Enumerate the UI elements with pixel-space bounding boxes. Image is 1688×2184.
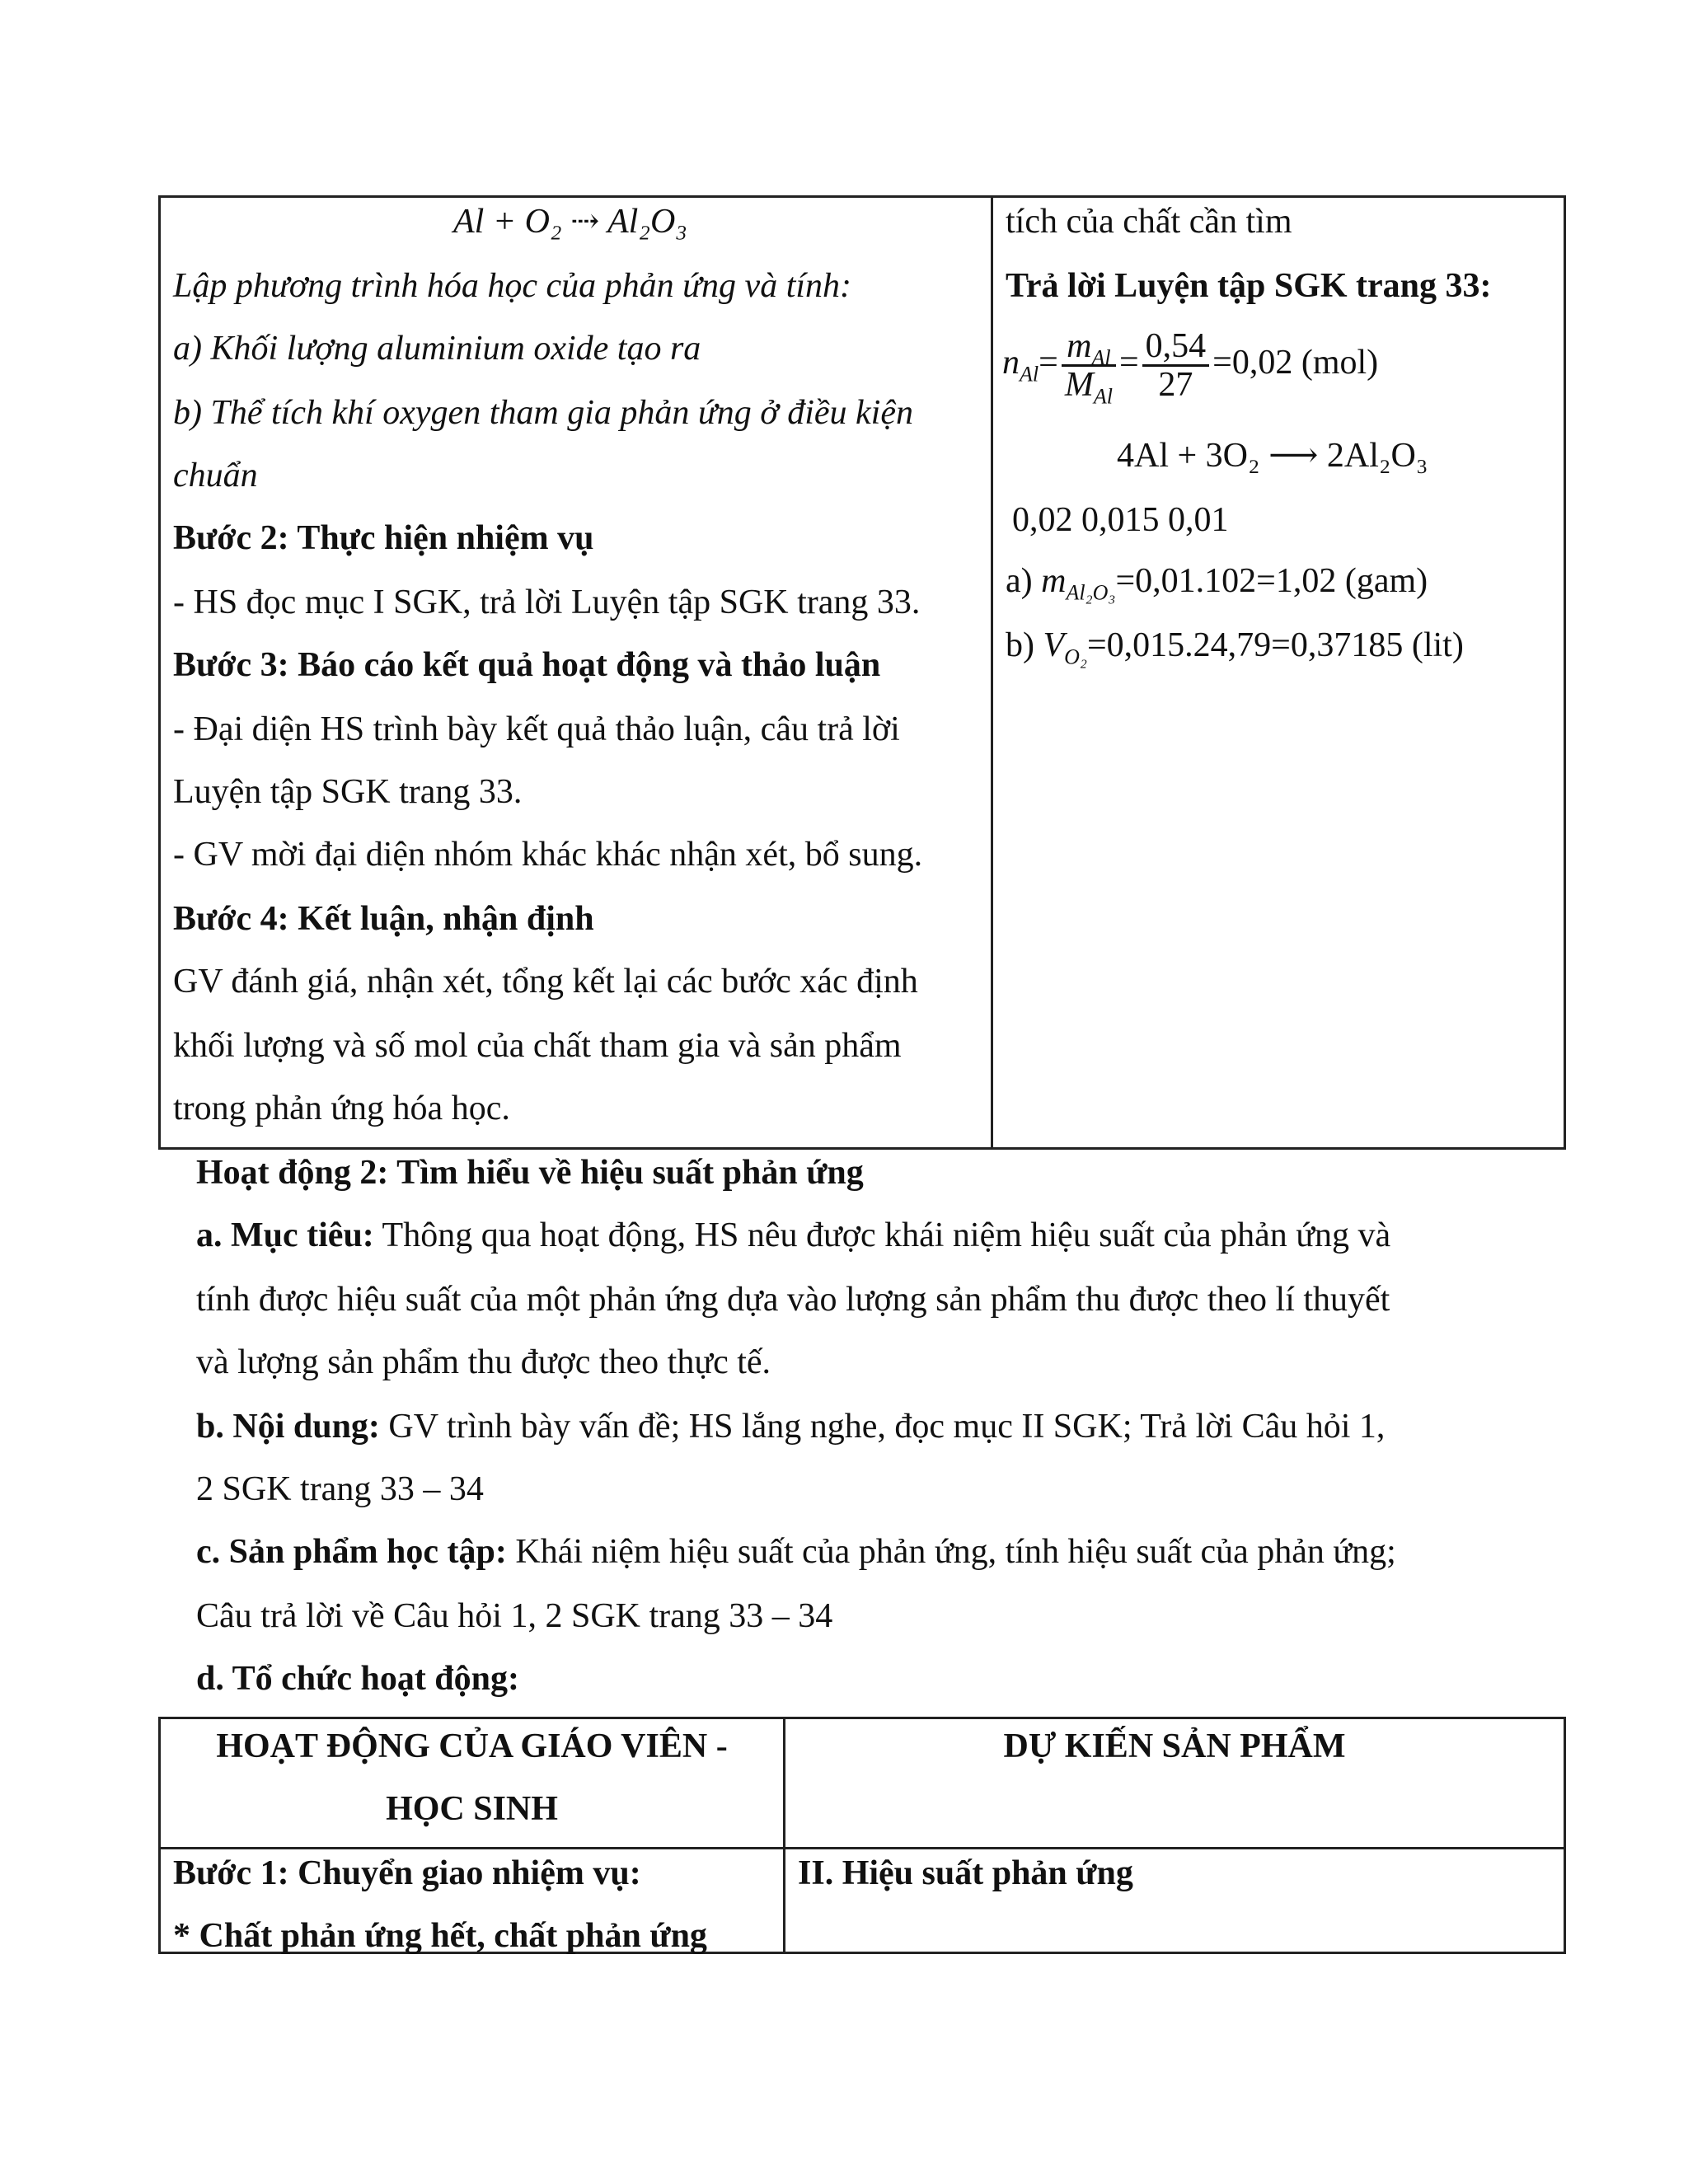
mole-ratios: 0,02 0,015 0,01 (1012, 501, 1229, 539)
table-1-border-top (158, 195, 1566, 198)
row1-left-line-1: Bước 1: Chuyển giao nhiệm vụ: (173, 1854, 641, 1892)
content-line-1 (196, 1409, 1385, 1444)
mole-result: =0,02 (mol) (1212, 344, 1379, 382)
answer-a-subscript: Al₂O₃ (1066, 580, 1116, 605)
content-text-1: GV trình bày vấn đề; HS lắng nghe, đọc mục II SGK; Trả lời Câu hỏi 1, (379, 1408, 1386, 1446)
fraction-m-over-M (1062, 327, 1116, 409)
step-2-title: Bước 2: Thực hiện nhiệm vụ (173, 519, 594, 557)
table-2-border-top (158, 1717, 1566, 1719)
step-3-text-1-line-2: Luyện tập SGK trang 33. (173, 773, 523, 811)
step-4-text-line-3: trong phản ứng hóa học. (173, 1090, 510, 1127)
header-right: DỰ KIẾN SẢN PHẨM (1003, 1727, 1346, 1765)
step-4-text-line-2: khối lượng và số mol của chất tham gia và sản phẩm (173, 1027, 902, 1065)
question-a: a) Khối lượng aluminium oxide tạo ra (173, 330, 701, 368)
answer-b-value: =0,015.24,79=0,37185 (lit) (1086, 626, 1464, 664)
task-prompt: Lập phương trình hóa học của phản ứng và tính: (173, 267, 852, 305)
frac-m-sub: Al (1091, 345, 1111, 370)
table-1-border-bottom (158, 1147, 1566, 1150)
product-line-1 (196, 1535, 1396, 1569)
step-3-text-2: - GV mời đại diện nhóm khác khác nhận xét, bổ sung. (173, 836, 923, 874)
answer-b-label: b) (1006, 626, 1034, 664)
table-1-border-right (1564, 195, 1566, 1150)
balanced-reaction: 4Al + 3O₂ ⟶ 2Al₂O₃ (1117, 437, 1428, 475)
row1-left-line-2: * Chất phản ứng hết, chất phản ứng (173, 1917, 707, 1955)
fraction-value (1142, 328, 1210, 403)
question-b-line-1: b) Thể tích khí oxygen tham gia phản ứng ở điều kiện (173, 394, 913, 432)
step-4-title: Bước 4: Kết luận, nhận định (173, 900, 594, 938)
objective-text-1: Thông qua hoạt động, HS nêu được khái niệm hiệu suất của phản ứng và (373, 1216, 1391, 1254)
right-top-text: tích của chất cần tìm (1006, 203, 1292, 241)
objective-label: a. Mục tiêu: (196, 1216, 374, 1254)
frac-value-num: 0,54 (1142, 328, 1210, 367)
answer-b (1006, 626, 1464, 669)
step-2-text: - HS đọc mục I SGK, trả lời Luyện tập SGK trang 33. (173, 583, 921, 621)
frac-M: M (1064, 366, 1094, 405)
question-b-line-2: chuẩn (173, 457, 258, 494)
n-symbol: n (1002, 344, 1020, 382)
header-left-line-2: HỌC SINH (386, 1790, 558, 1828)
objective-line-2: tính được hiệu suất của một phản ứng dựa vào lượng sản phẩm thu được theo lí thuyết (196, 1281, 1390, 1319)
unbalanced-equation: Al + O₂ ⇢ Al₂O₃ (453, 203, 687, 241)
content-line-2: 2 SGK trang 33 – 34 (196, 1470, 484, 1508)
mole-calculation: $n_{Al}=$ $\frac{m_{Al}}{M_{Al}}$ = $\frac{0,54}{27}$ =0,02 (mol) (1002, 327, 1379, 409)
n-subscript: Al (1020, 362, 1039, 387)
table-1-border-middle (991, 195, 993, 1150)
product-line-2: Câu trả lời về Câu hỏi 1, 2 SGK trang 33 – 34 (196, 1597, 833, 1635)
header-left-line-1: HOẠT ĐỘNG CỦA GIÁO VIÊN - (216, 1727, 728, 1765)
frac-m: m (1067, 327, 1092, 365)
step-4-text-line-1: GV đánh giá, nhận xét, tổng kết lại các bước xác định (173, 963, 918, 1001)
step-3-text-1-line-1: - Đại diện HS trình bày kết quả thảo luận, câu trả lời (173, 710, 900, 748)
step-3-title: Bước 3: Báo cáo kết quả hoạt động và thảo luận (173, 646, 881, 684)
row1-right: II. Hiệu suất phản ứng (798, 1854, 1133, 1892)
frac-value-den: 27 (1158, 366, 1193, 405)
activity-2-heading: Hoạt động 2: Tìm hiểu về hiệu suất phản ứng (196, 1154, 864, 1192)
content-label: b. Nội dung: (196, 1408, 380, 1446)
answer-b-symbol: V (1043, 626, 1065, 664)
organization-label: d. Tổ chức hoạt động: (196, 1660, 520, 1698)
product-text-1: Khái niệm hiệu suất của phản ứng, tính hiệu suất của phản ứng; (506, 1533, 1396, 1571)
answer-a-value: =0,01.102=1,02 (gam) (1115, 562, 1428, 600)
objective-line-1 (196, 1218, 1390, 1253)
answer-b-subscript: O₂ (1064, 644, 1087, 669)
answer-a-symbol: m (1041, 562, 1067, 600)
frac-M-sub: Al (1093, 384, 1113, 409)
table-1-border-left (158, 195, 161, 1150)
answer-title: Trả lời Luyện tập SGK trang 33: (1006, 267, 1492, 305)
objective-line-3: và lượng sản phẩm thu được theo thực tế. (196, 1343, 771, 1381)
table-2-row-divider (158, 1847, 1566, 1849)
product-label: c. Sản phẩm học tập: (196, 1533, 507, 1571)
answer-a (1006, 562, 1428, 605)
table-2-border-right (1564, 1717, 1566, 1954)
answer-a-label: a) (1006, 562, 1033, 600)
